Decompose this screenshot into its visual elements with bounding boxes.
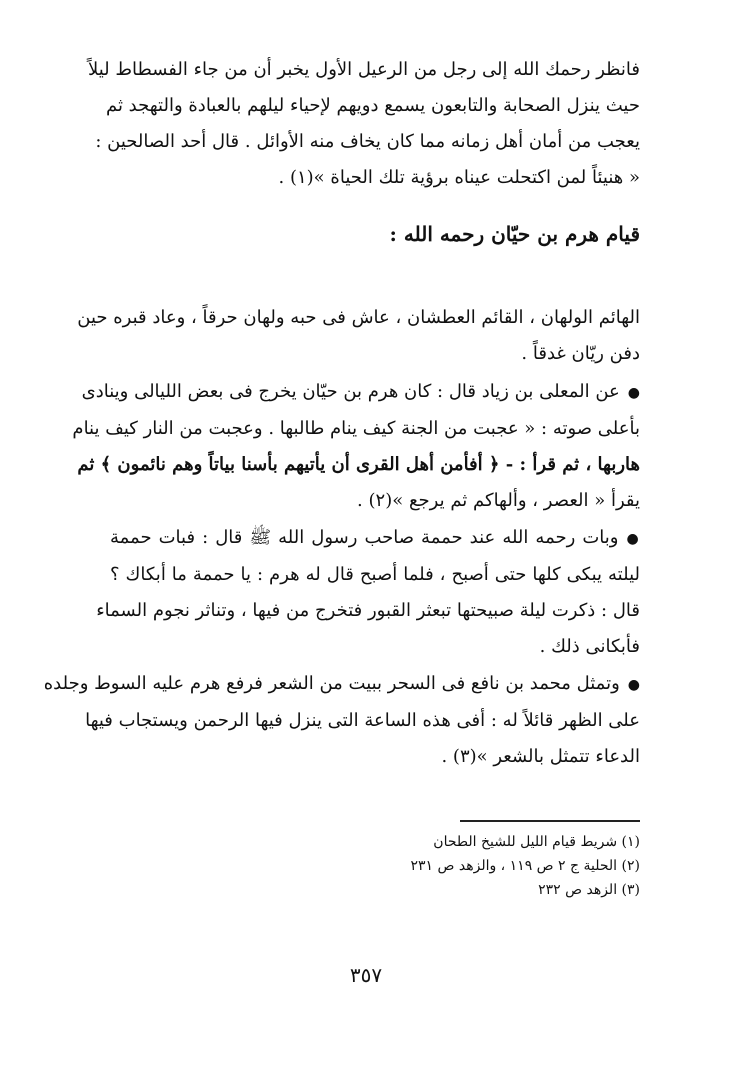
- p2-line-2: ليلته يبكى كلها حتى أصبح ، فلما أصبح قال له هرم : يا حممة ما أبكاك ؟: [110, 564, 640, 585]
- section-description: [77, 300, 640, 372]
- paragraph-3: [43, 666, 640, 775]
- intro-line-3: يعجب من أمان أهل زمانه مما كان يخاف منه الأوائل . قال أحد الصالحين :: [95, 131, 640, 152]
- footnote-1: (١) شريط قيام الليل للشيخ الطحان: [433, 834, 640, 850]
- page-number: ٣٥٧: [349, 963, 383, 987]
- footnote-separator: [460, 820, 640, 822]
- bullet: ●: [626, 531, 641, 547]
- p1-line-1-text: عن المعلى بن زياد قال : كان هرم بن حيّان يخرج فى بعض الليالى وينادى: [81, 381, 620, 402]
- intro-paragraph: [87, 52, 640, 196]
- p1-line-3: هاربها ، ثم قرأ : - ﴿ أفأمن أهل القرى أن يأتيهم بأسنا بياتاً وهم نائمون ﴾ ثم: [77, 454, 640, 475]
- intro-line-2: حيث ينزل الصحابة والتابعون يسمع دويهم لإحياء ليلهم بالعبادة والتهجد ثم: [105, 95, 640, 116]
- p2-line-1: [110, 520, 640, 557]
- p3-line-1-text: وتمثل محمد بن نافع فى السحر ببيت من الشعر فرفع هرم عليه السوط وجلده: [43, 673, 620, 694]
- footnotes: [200, 830, 640, 902]
- footnote-2: (٢) الحلية ج ٢ ص ١١٩ ، والزهد ص ٢٣١: [410, 858, 640, 874]
- p3-line-2: على الظهر قائلاً له : أفى هذه الساعة التى ينزل فيها الرحمن ويستجاب فيها: [85, 710, 640, 731]
- p3-line-3: الدعاء تتمثل بالشعر »(٣) .: [441, 746, 640, 767]
- p1-line-1: [81, 374, 640, 411]
- p2-line-4: فأبكانى ذلك .: [539, 636, 640, 657]
- desc-line-2: دفن ريّان غدقاً .: [521, 343, 640, 364]
- footnote-3: (٣) الزهد ص ٢٣٢: [538, 882, 640, 898]
- section-heading: قيام هرم بن حيّان رحمه الله :: [389, 222, 640, 246]
- desc-line-1: الهائم الولهان ، القائم العطشان ، عاش فى حبه ولهان حرقاً ، وعاد قبره حين: [77, 307, 640, 328]
- paragraph-1: [72, 374, 640, 519]
- intro-line-4: « هنيئاً لمن اكتحلت عيناه برؤية تلك الحياة »(١) .: [278, 167, 640, 188]
- p1-line-4: يقرأ « العصر ، وألهاكم ثم يرجع »(٢) .: [357, 490, 640, 511]
- bullet: ●: [627, 385, 640, 401]
- p2-line-1-text: وبات رحمه الله عند حممة صاحب رسول الله ﷺ قال : فبات حممة: [110, 527, 619, 548]
- p3-line-1: [43, 666, 640, 703]
- bullet: ●: [627, 677, 640, 693]
- intro-line-1: فانظر رحمك الله إلى رجل من الرعيل الأول يخبر أن من جاء الفسطاط ليلاً: [87, 59, 640, 80]
- paragraph-2: [96, 520, 641, 665]
- p2-line-3: قال : ذكرت ليلة صبيحتها تبعثر القبور فتخرج من فيها ، وتناثر نجوم السماء: [96, 600, 640, 621]
- p1-line-2: بأعلى صوته : « عجبت من الجنة كيف ينام طالبها . وعجبت من النار كيف ينام: [72, 418, 640, 439]
